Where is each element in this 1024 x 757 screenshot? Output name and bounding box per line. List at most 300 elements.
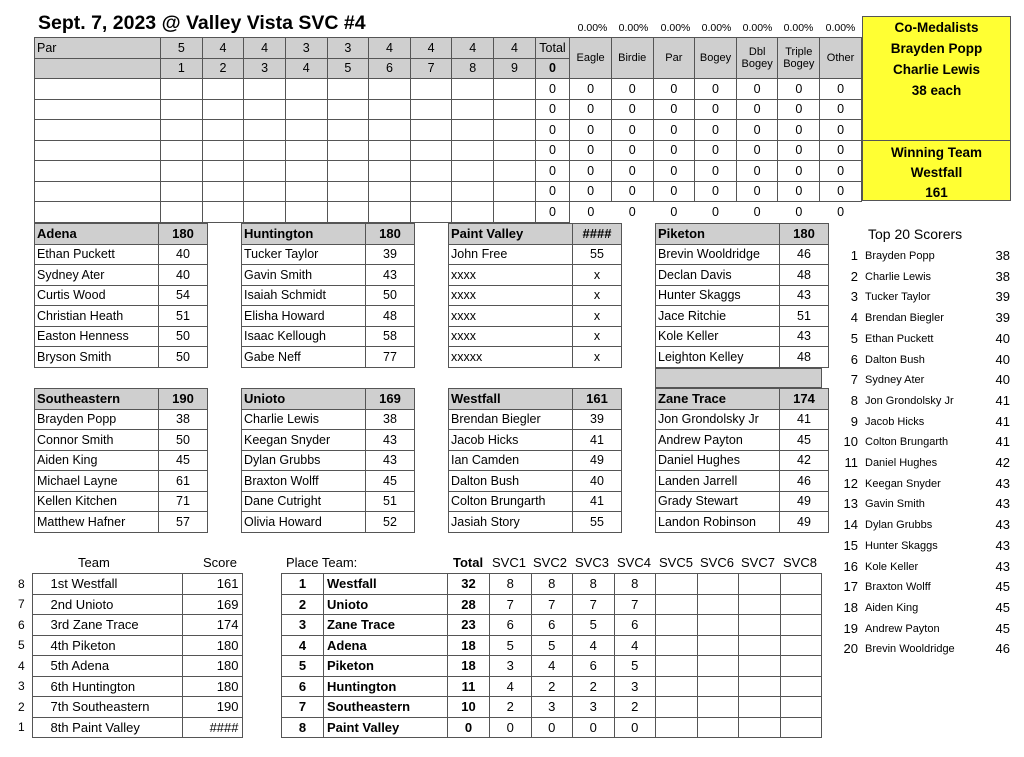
svc-points: 6	[490, 615, 532, 636]
stat-count: 0	[778, 79, 820, 100]
par-label: Par	[35, 38, 161, 59]
svc-points: 2	[490, 697, 532, 718]
top-scorer-row	[838, 514, 1014, 534]
player-score: 45	[159, 450, 208, 471]
team-name: Piketon	[656, 224, 780, 245]
player-row	[35, 99, 862, 120]
svc-points: 2	[531, 676, 573, 697]
hole-number: 6	[369, 58, 411, 79]
svc-empty-cell	[656, 697, 698, 718]
medalist-box	[862, 16, 1011, 201]
svc-empty-cell	[656, 635, 698, 656]
scorer-name: Sydney Ater	[865, 374, 925, 387]
hole-number: 8	[452, 58, 494, 79]
svc-empty-cell	[697, 676, 739, 697]
team-player-row	[242, 244, 415, 265]
standings-team: 1st Westfall	[32, 574, 182, 595]
standings-points: 7	[18, 597, 25, 612]
other-percent: 0.00%	[825, 22, 856, 34]
standings-team: 4th Piketon	[32, 635, 182, 656]
stat-count: 0	[611, 120, 653, 141]
team-player-row	[242, 306, 415, 327]
team-player-row	[656, 430, 829, 451]
stat-count: 0	[653, 181, 695, 202]
svc-empty-cell	[739, 594, 781, 615]
scorer-rank: 5	[850, 330, 858, 346]
player-score: 54	[159, 285, 208, 306]
team-player-row	[656, 471, 829, 492]
svc-points: 0	[490, 717, 532, 738]
team-column-header: Team	[78, 555, 110, 570]
team-player-row	[35, 450, 208, 471]
team-name: Huntington	[242, 224, 366, 245]
top-scorer-row	[838, 369, 1014, 389]
team-player-row	[35, 491, 208, 512]
team-player-row	[656, 347, 829, 368]
hole-score-cell	[202, 79, 244, 100]
par-cell: 4	[369, 38, 411, 59]
stat-count: 0	[753, 205, 761, 219]
player-name: Brendan Biegler	[449, 409, 573, 430]
scorer-score: 45	[995, 579, 1010, 595]
team-player-row	[35, 471, 208, 492]
hole-score-cell	[494, 161, 536, 182]
svc-points: 2	[614, 697, 656, 718]
player-score: 38	[159, 409, 208, 430]
player-name-cell	[35, 161, 161, 182]
scorer-rank: 4	[850, 310, 858, 326]
svc-row	[282, 594, 822, 615]
hole-score-cell	[285, 202, 327, 223]
player-score: 46	[780, 244, 829, 265]
triple-bogey-header: Triple Bogey	[778, 38, 820, 79]
player-total: 0	[535, 202, 570, 223]
top-scorer-row	[838, 493, 1014, 513]
player-name: xxxxx	[449, 347, 573, 368]
team-total: 161	[573, 389, 622, 410]
player-name: Michael Layne	[35, 471, 159, 492]
stat-count: 0	[736, 120, 778, 141]
scorer-score: 40	[995, 351, 1010, 367]
hole-score-cell	[327, 202, 369, 223]
player-name: xxxx	[449, 326, 573, 347]
player-score: 51	[159, 306, 208, 327]
hole-number: 1	[160, 58, 202, 79]
team-block	[241, 388, 415, 533]
hole-score-cell	[494, 79, 536, 100]
team-name: Unioto	[242, 389, 366, 410]
team-header-row	[449, 224, 622, 245]
player-score: 55	[573, 244, 622, 265]
hole-score-cell	[244, 202, 286, 223]
hole-score-cell	[244, 120, 286, 141]
svc-row	[282, 635, 822, 656]
team-player-row	[449, 285, 622, 306]
player-name: Ethan Puckett	[35, 244, 159, 265]
stat-count: 0	[695, 140, 737, 161]
total-value: 0	[535, 58, 570, 79]
svc-empty-cell	[697, 615, 739, 636]
player-name: xxxx	[449, 306, 573, 327]
triple-bogey-percent: 0.00%	[783, 22, 814, 34]
team-block	[241, 223, 415, 368]
svc-total: 23	[448, 615, 490, 636]
svc-empty-cell	[739, 676, 781, 697]
hole-score-cell	[160, 99, 202, 120]
par-cell: 4	[410, 38, 452, 59]
top-scorer-row	[838, 638, 1014, 658]
team-player-row	[449, 244, 622, 265]
standings-team: 3rd Zane Trace	[32, 615, 182, 636]
double-bogey-percent: 0.00%	[742, 22, 773, 34]
blank-cell	[35, 58, 161, 79]
svc-points: 7	[490, 594, 532, 615]
hole-score-cell	[327, 99, 369, 120]
medalist-score: 38 each	[911, 83, 962, 98]
player-score: 41	[780, 409, 829, 430]
hole-score-cell	[327, 181, 369, 202]
svc-points: 3	[490, 656, 532, 677]
top-20-heading: Top 20 Scorers	[868, 226, 963, 242]
svc-total: 10	[448, 697, 490, 718]
medalist-name: Brayden Popp	[890, 41, 983, 56]
player-total: 0	[535, 161, 570, 182]
hole-score-cell	[244, 99, 286, 120]
player-score: 50	[159, 347, 208, 368]
player-name: Colton Brungarth	[449, 491, 573, 512]
player-total: 0	[535, 181, 570, 202]
svc-place: 1	[282, 574, 324, 595]
player-name: Jon Grondolsky Jr	[656, 409, 780, 430]
svc-empty-cell	[656, 594, 698, 615]
hole-score-cell	[160, 202, 202, 223]
svc-place: 6	[282, 676, 324, 697]
player-name: Brayden Popp	[35, 409, 159, 430]
scorer-score: 41	[995, 392, 1010, 408]
player-score: 43	[366, 265, 415, 286]
player-score: 43	[366, 450, 415, 471]
player-total: 0	[535, 120, 570, 141]
team-player-row	[35, 285, 208, 306]
player-name-cell	[35, 99, 161, 120]
svc-header: SVC3	[575, 555, 609, 570]
scorecard-table	[34, 37, 862, 223]
standings-team: 7th Southeastern	[32, 697, 182, 718]
svc-empty-cell	[739, 717, 781, 738]
svc-place: 3	[282, 615, 324, 636]
hole-score-cell	[494, 99, 536, 120]
svc-empty-cell	[656, 574, 698, 595]
stat-count: 0	[820, 120, 862, 141]
hole-score-cell	[285, 120, 327, 141]
svc-empty-cell	[780, 697, 822, 718]
hole-score-cell	[452, 161, 494, 182]
standings-team: 8th Paint Valley	[32, 717, 182, 738]
svc-total: 32	[448, 574, 490, 595]
svc-empty-cell	[697, 717, 739, 738]
top-scorer-row	[838, 535, 1014, 555]
par-cell: 4	[452, 38, 494, 59]
team-player-row	[242, 430, 415, 451]
team-player-row	[656, 450, 829, 471]
scorer-name: Brevin Wooldridge	[865, 643, 955, 656]
player-score: 49	[573, 450, 622, 471]
hole-score-cell	[452, 120, 494, 141]
team-total: 180	[780, 224, 829, 245]
stat-count: 0	[695, 181, 737, 202]
top-scorer-row	[838, 349, 1014, 369]
team-player-row	[449, 450, 622, 471]
team-total: 190	[159, 389, 208, 410]
top-scorer-row	[838, 411, 1014, 431]
team-total: 169	[366, 389, 415, 410]
team-player-row	[449, 512, 622, 533]
player-name: Brevin Wooldridge	[656, 244, 780, 265]
hole-score-cell	[369, 79, 411, 100]
svc-total: 18	[448, 656, 490, 677]
player-score: 46	[780, 471, 829, 492]
svc-points: 6	[531, 615, 573, 636]
scorer-rank: 6	[850, 351, 858, 367]
standings-table	[18, 573, 243, 738]
team-player-row	[656, 409, 829, 430]
hole-score-cell	[285, 99, 327, 120]
team-player-row	[242, 285, 415, 306]
scorer-score: 42	[995, 455, 1010, 470]
player-total: 0	[535, 140, 570, 161]
team-player-row	[449, 430, 622, 451]
standings-points: 3	[18, 679, 25, 694]
player-row	[35, 202, 862, 223]
svc-points: 7	[573, 594, 615, 615]
player-score: 58	[366, 326, 415, 347]
hole-score-cell	[452, 202, 494, 223]
svc-points: 3	[531, 697, 573, 718]
stat-count: 0	[611, 79, 653, 100]
team-player-row	[449, 471, 622, 492]
svc-empty-cell	[739, 635, 781, 656]
player-score: 43	[780, 285, 829, 306]
stat-count: 0	[653, 79, 695, 100]
hole-score-cell	[202, 181, 244, 202]
team-player-row	[449, 306, 622, 327]
svc-points: 7	[614, 594, 656, 615]
hole-number: 4	[285, 58, 327, 79]
place-team-header: Place Team:	[286, 555, 358, 570]
scorer-rank: 20	[843, 641, 858, 657]
team-name: Zane Trace	[656, 389, 780, 410]
hole-score-cell	[410, 79, 452, 100]
scorer-rank: 3	[850, 289, 858, 305]
player-score: 48	[780, 265, 829, 286]
top-scorer-row	[838, 576, 1014, 596]
player-name: Charlie Lewis	[242, 409, 366, 430]
stat-count: 0	[653, 120, 695, 141]
stat-count: 0	[670, 205, 678, 219]
svc-points: 4	[531, 656, 573, 677]
player-score: 41	[573, 491, 622, 512]
stat-count: 0	[570, 161, 612, 182]
team-total: 174	[780, 389, 829, 410]
hole-score-cell	[202, 120, 244, 141]
top-scorer-row	[838, 245, 1014, 265]
scorer-name: Tucker Taylor	[865, 291, 931, 304]
hole-score-cell	[369, 161, 411, 182]
standings-points: 8	[18, 576, 25, 591]
scorer-score: 41	[995, 413, 1010, 429]
stat-count: 0	[778, 120, 820, 141]
player-name: Daniel Hughes	[656, 450, 780, 471]
stat-count: 0	[695, 120, 737, 141]
stat-count: 0	[736, 161, 778, 182]
top-scorer-row	[838, 618, 1014, 638]
svc-header: SVC7	[741, 555, 775, 570]
hole-score-cell	[494, 202, 536, 223]
stat-count: 0	[570, 120, 612, 141]
hole-score-cell	[494, 120, 536, 141]
svc-team: Piketon	[324, 656, 448, 677]
svc-header: SVC5	[659, 555, 693, 570]
svc-place: 7	[282, 697, 324, 718]
player-row	[35, 120, 862, 141]
standings-row	[18, 656, 242, 677]
svc-row	[282, 615, 822, 636]
stat-count: 0	[587, 205, 595, 219]
svc-header: SVC2	[533, 555, 567, 570]
team-player-row	[242, 491, 415, 512]
player-name: Curtis Wood	[35, 285, 159, 306]
scorer-name: Jacob Hicks	[865, 415, 925, 428]
stat-count: 0	[820, 161, 862, 182]
team-name: Adena	[35, 224, 159, 245]
hole-score-cell	[369, 99, 411, 120]
stat-count: 0	[695, 99, 737, 120]
player-name: Dalton Bush	[449, 471, 573, 492]
standings-row	[18, 676, 242, 697]
medalist-heading: Co-Medalists	[894, 20, 979, 35]
player-name: Gavin Smith	[242, 265, 366, 286]
standings-score: 180	[182, 656, 242, 677]
svc-place: 2	[282, 594, 324, 615]
hole-score-cell	[244, 79, 286, 100]
team-block	[448, 223, 622, 368]
standings-team: 2nd Unioto	[32, 594, 182, 615]
player-score: 51	[366, 491, 415, 512]
team-total: 180	[366, 224, 415, 245]
scorer-score: 40	[995, 330, 1010, 346]
svc-points: 6	[573, 656, 615, 677]
player-score: x	[573, 326, 622, 347]
player-score: 45	[780, 430, 829, 451]
player-name: Keegan Snyder	[242, 430, 366, 451]
player-name: Aiden King	[35, 450, 159, 471]
hole-number: 5	[327, 58, 369, 79]
hole-number: 3	[244, 58, 286, 79]
svc-points: 8	[490, 574, 532, 595]
top-scorer-row	[838, 390, 1014, 410]
svc-place: 4	[282, 635, 324, 656]
hole-score-cell	[410, 120, 452, 141]
par-cell: 3	[327, 38, 369, 59]
scorer-score: 39	[995, 289, 1010, 305]
player-score: x	[573, 347, 622, 368]
player-name: Leighton Kelley	[656, 347, 780, 368]
par-header: Par	[653, 38, 695, 79]
scorer-score: 40	[995, 372, 1010, 388]
team-player-row	[656, 512, 829, 533]
scorer-name: Aiden King	[865, 601, 919, 614]
scorer-rank: 12	[843, 475, 858, 491]
standings-row	[18, 574, 242, 595]
standings-points: 5	[18, 638, 25, 653]
stat-count: 0	[778, 140, 820, 161]
team-block	[34, 388, 208, 533]
stat-count: 0	[778, 181, 820, 202]
stat-count: 0	[736, 99, 778, 120]
hole-score-cell	[410, 161, 452, 182]
player-score: 42	[780, 450, 829, 471]
player-name-cell	[35, 120, 161, 141]
team-block	[34, 223, 208, 368]
player-score: 41	[573, 430, 622, 451]
team-player-row	[449, 347, 622, 368]
svc-place: 8	[282, 717, 324, 738]
player-name: Isaiah Schmidt	[242, 285, 366, 306]
svc-header: SVC1	[492, 555, 526, 570]
player-score: x	[573, 265, 622, 286]
standings-score: 180	[182, 635, 242, 656]
scorer-score: 43	[995, 537, 1010, 553]
player-score: 48	[366, 306, 415, 327]
top-scorer-row	[838, 556, 1014, 576]
standings-points: 2	[18, 699, 25, 714]
standings-score: 161	[182, 574, 242, 595]
player-score: 50	[159, 430, 208, 451]
stat-count: 0	[628, 205, 636, 219]
scorer-score: 45	[995, 620, 1010, 636]
hole-score-cell	[410, 202, 452, 223]
player-name: Kole Keller	[656, 326, 780, 347]
hole-score-cell	[285, 181, 327, 202]
svc-empty-cell	[697, 656, 739, 677]
standings-row	[18, 697, 242, 718]
stat-count: 0	[778, 99, 820, 120]
svc-row	[282, 574, 822, 595]
hole-score-cell	[452, 99, 494, 120]
player-name: Connor Smith	[35, 430, 159, 451]
par-cell: 5	[160, 38, 202, 59]
standings-row	[18, 615, 242, 636]
svc-header: SVC4	[617, 555, 651, 570]
hole-score-cell	[244, 161, 286, 182]
scorer-rank: 2	[850, 268, 858, 284]
team-player-row	[35, 430, 208, 451]
player-name: Hunter Skaggs	[656, 285, 780, 306]
player-score: 55	[573, 512, 622, 533]
standings-row	[18, 635, 242, 656]
hole-score-cell	[160, 79, 202, 100]
top-scorer-row	[838, 452, 1014, 472]
scorer-score: 43	[995, 517, 1010, 533]
svc-row	[282, 676, 822, 697]
par-percent: 0.00%	[660, 22, 691, 34]
par-cell: 3	[285, 38, 327, 59]
team-player-row	[35, 409, 208, 430]
total-header: Total	[453, 555, 484, 570]
svc-table	[281, 573, 822, 738]
hole-score-cell	[160, 140, 202, 161]
stat-count: 0	[820, 79, 862, 100]
